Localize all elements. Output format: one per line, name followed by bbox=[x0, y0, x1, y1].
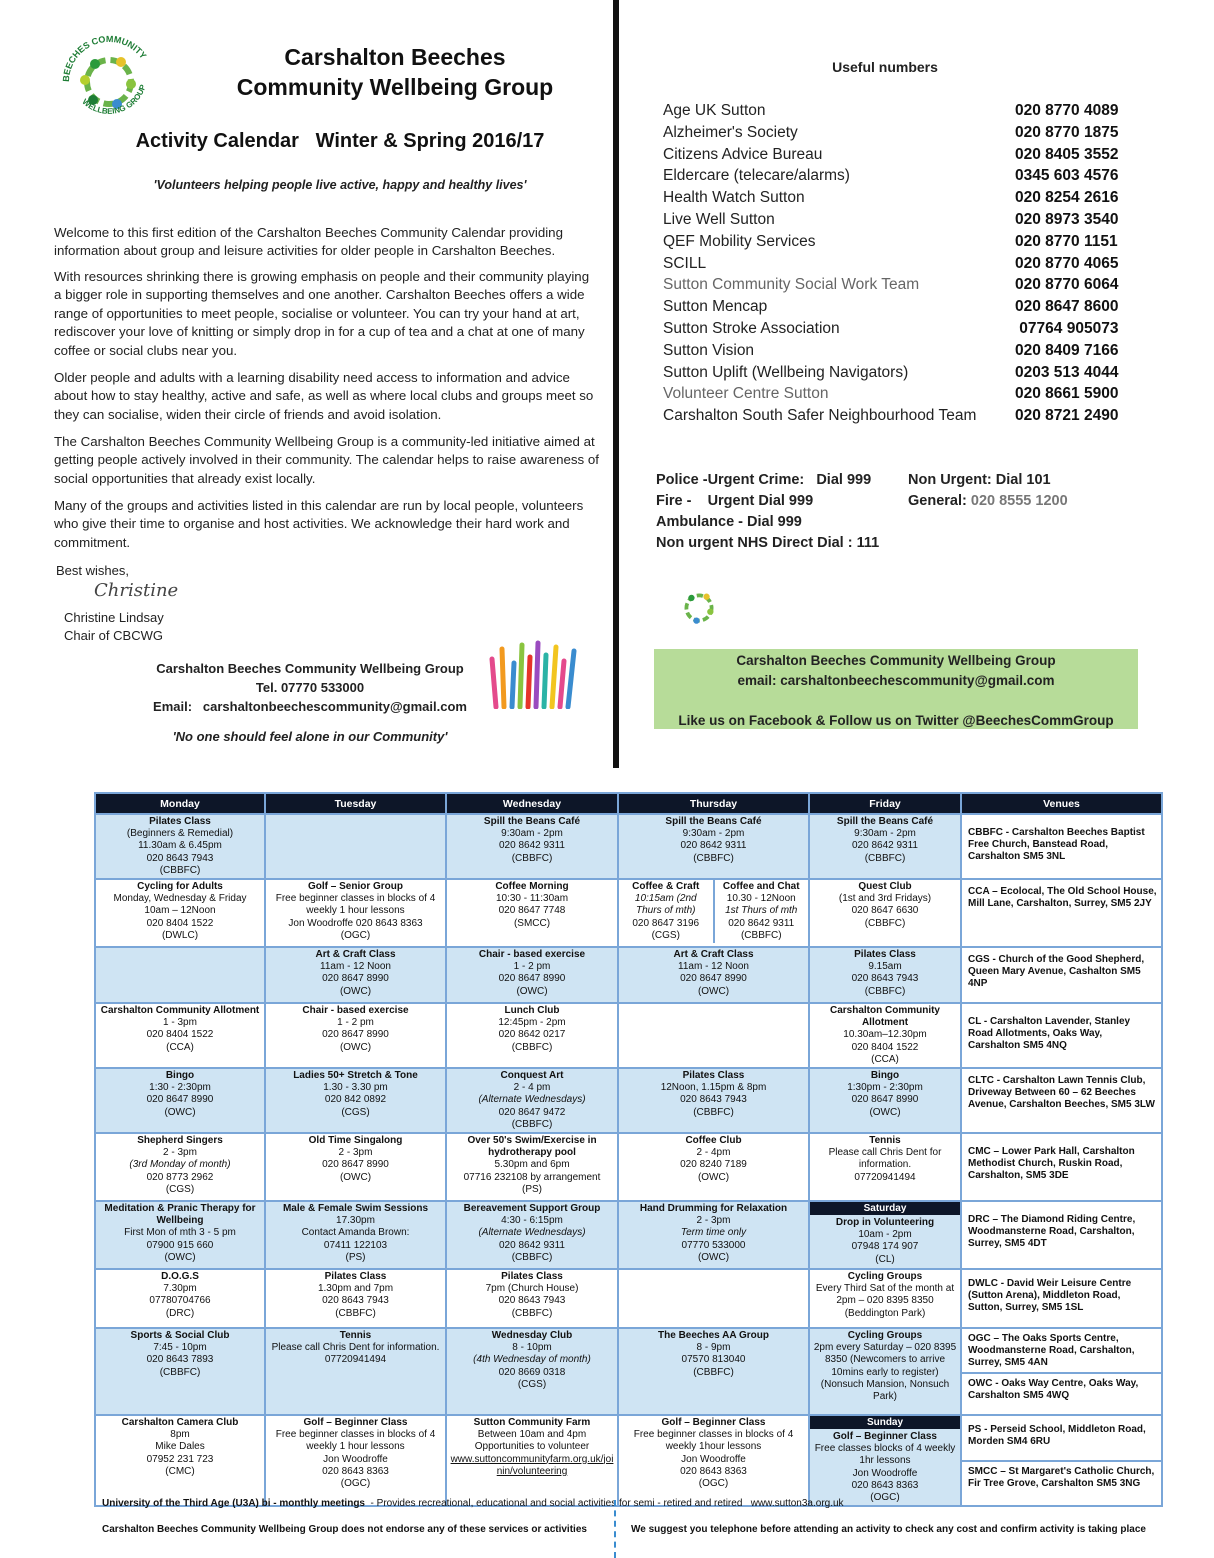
col-header-friday: Friday bbox=[809, 793, 961, 814]
activity-cell: Cycling Groups 2pm every Saturday – 020 8395 8350 (Newcomers to arrive 10mins early to register) (Nonsuch Mansion, Nonsuch Park) bbox=[809, 1328, 961, 1415]
activity-cell: Golf – Senior Group Free beginner classes in blocks of 4 weekly 1 hour lessons Jon Woodroffe 020 8643 8363 (OGC) bbox=[265, 879, 446, 947]
number-row: Health Watch Sutton 020 8254 2616 bbox=[663, 189, 1119, 207]
activity-calendar-table bbox=[94, 792, 1163, 1507]
volunteering-link[interactable]: www.suttoncommunityfarm.org.uk/joinin/volunteering bbox=[450, 1453, 614, 1477]
telephone-advice: We suggest you telephone before attending an activity to check any cost and confirm activity is taking place bbox=[631, 1524, 1146, 1535]
activity-cell: Male & Female Swim Sessions 17.30pm Contact Amanda Brown: 07411 122103 (PS) bbox=[265, 1201, 446, 1269]
contact-banner: Carshalton Beeches Community Wellbeing Group email: carshaltonbeechescommunity@gmail.com Like us on Facebook & Follow us on Twitter @BeechesCommGroup bbox=[654, 649, 1138, 729]
greeting: Best wishes, bbox=[56, 563, 129, 578]
venue-cell: CBBFC - Carshalton Beeches Baptist Free Church, Banstead Road, Carshalton SM5 3NL bbox=[961, 814, 1162, 879]
activity-cell: Chair - based exercise 1 - 2 pm 020 8647 8990 (OWC) bbox=[446, 947, 618, 1003]
activity-cell: Ladies 50+ Stretch & Tone 1.30 - 3.30 pm 020 842 0892 (CGS) bbox=[265, 1068, 446, 1133]
table-row bbox=[95, 1201, 1162, 1269]
number-row: Age UK Sutton 020 8770 4089 bbox=[663, 102, 1119, 119]
svg-text:BEECHES COMMUNITY: BEECHES COMMUNITY bbox=[60, 33, 149, 83]
useful-numbers-list bbox=[663, 100, 1133, 427]
activity-cell: Pilates Class 12Noon, 1.15pm & 8pm 020 8643 7943 (CBBFC) bbox=[618, 1068, 809, 1133]
activity-cell-split: Coffee & Craft 10:15am (2nd Thurs of mth) 020 8647 3196 (CGS) Coffee and Chat 10.30 - 12Noon 1st Thurs of mth 020 8642 9311 (CBBFC) bbox=[618, 879, 809, 947]
signatory: Christine Lindsay Chair of CBCWG bbox=[64, 610, 164, 643]
activity-cell: Bingo 1:30 - 2:30pm 020 8647 8990 (OWC) bbox=[95, 1068, 265, 1133]
activity-cell: Coffee Club 2 - 4pm 020 8240 7189 (OWC) bbox=[618, 1133, 809, 1201]
number-row: Alzheimer's Society 020 8770 1875 bbox=[663, 123, 1119, 141]
intro-paragraph-3: Older people and adults with a learning disability need access to information and advice about how to stay healthy, active and safe, as well as where local clubs and groups meet so they can socialise, widen their circle of friends and avoid isolation. bbox=[54, 370, 594, 422]
number-row: Eldercare (telecare/alarms) 0345 603 4576 bbox=[663, 167, 1119, 185]
number-row: Sutton Uplift (Wellbeing Navigators) 0203 513 4044 bbox=[663, 363, 1119, 381]
table-row bbox=[95, 947, 1162, 1003]
activity-cell: Spill the Beans Café 9:30am - 2pm 020 8642 9311 (CBBFC) bbox=[809, 814, 961, 879]
activity-cell: Cycling for Adults Monday, Wednesday & Friday 10am – 12Noon 020 8404 1522 (DWLC) bbox=[95, 879, 265, 947]
activity-cell: Hand Drumming for Relaxation 2 - 3pm Term time only 07770 533000 (OWC) bbox=[618, 1201, 809, 1269]
wellbeing-logo-small-icon bbox=[665, 574, 733, 642]
activity-cell: Golf – Beginner Class Free beginner classes in blocks of 4 weekly 1hour lessons Jon Woodroffe 020 8643 8363 (OGC) bbox=[618, 1415, 809, 1506]
number-row: QEF Mobility Services 020 8770 1151 bbox=[663, 232, 1118, 250]
intro-paragraph-1: Welcome to this first edition of the Carshalton Beeches Community Calendar providing information about group and leisure activities for older people in Carshalton Beeches. bbox=[54, 225, 563, 259]
number-row: Carshalton South Safer Neighbourhood Team 020 8721 2490 bbox=[663, 407, 1119, 425]
venue-cell: DRC – The Diamond Riding Centre, Woodmansterne Road, Carshalton, Surrey, SM5 4DT bbox=[961, 1201, 1162, 1269]
table-row bbox=[95, 879, 1162, 947]
activity-cell: Pilates Class 7pm (Church House) 020 8643 7943 (CBBFC) bbox=[446, 1269, 618, 1328]
venue-cell: CCA – Ecolocal, The Old School House, Mill Lane, Carshalton, Surrey, SM5 2JY bbox=[961, 879, 1162, 947]
table-row bbox=[95, 1269, 1162, 1328]
number-row: Sutton Stroke Association 07764 905073 bbox=[663, 319, 1119, 337]
venue-cell: CL - Carshalton Lavender, Stanley Road Allotments, Oaks Way, Carshalton SM5 4NQ bbox=[961, 1003, 1162, 1068]
u3a-note: University of the Third Age (U3A) bi - monthly meetings - Provides recreational, educational and social activities for semi - retired and retired www.sutton3a.org.uk bbox=[102, 1498, 844, 1509]
activity-cell: The Beeches AA Group 8 - 9pm 07570 813040 (CBBFC) bbox=[618, 1328, 809, 1415]
activity-cell: Lunch Club 12:45pm - 2pm 020 8642 0217 (CBBFC) bbox=[446, 1003, 618, 1068]
col-header-monday: Monday bbox=[95, 793, 265, 814]
activity-cell: Pilates Class (Beginners & Remedial) 11.30am & 6.45pm 020 8643 7943 (CBBFC) bbox=[95, 814, 265, 879]
activity-cell: Carshalton Community Allotment 10.30am–12.30pm 020 8404 1522 (CCA) bbox=[809, 1003, 961, 1068]
col-header-wednesday: Wednesday bbox=[446, 793, 618, 814]
activity-cell: Conquest Art 2 - 4 pm (Alternate Wednesdays) 020 8647 9472 (CBBFC) bbox=[446, 1068, 618, 1133]
activity-cell: Over 50's Swim/Exercise in hydrotherapy pool 5.30pm and 6pm 07716 232108 by arrangement (PS) bbox=[446, 1133, 618, 1201]
emergency-numbers: Police -Urgent Crime: Dial 999 Non Urgent: Dial 101 Fire - Urgent Dial 999 General: 020 8555 1200 Ambulance - Dial 999 Non urgent NHS Direct Dial : 111 bbox=[656, 472, 1068, 551]
activity-cell: Coffee Morning 10:30 - 11:30am 020 8647 7748 (SMCC) bbox=[446, 879, 618, 947]
activity-cell: Chair - based exercise 1 - 2 pm 020 8647 8990 (OWC) bbox=[265, 1003, 446, 1068]
venue-cell: CGS - Church of the Good Shepherd, Queen Mary Avenue, Cashalton SM5 4NP bbox=[961, 947, 1162, 1003]
activity-cell: Shepherd Singers 2 - 3pm (3rd Monday of month) 020 8773 2962 (CGS) bbox=[95, 1133, 265, 1201]
activity-cell: Spill the Beans Café 9:30am - 2pm 020 8642 9311 (CBBFC) bbox=[618, 814, 809, 879]
table-row bbox=[95, 1328, 1162, 1415]
page-divider bbox=[613, 0, 619, 768]
empty-cell bbox=[618, 1269, 809, 1328]
activity-cell: Sports & Social Club 7:45 - 10pm 020 8643 7893 (CBBFC) bbox=[95, 1328, 265, 1415]
activity-cell: Spill the Beans Café 9:30am - 2pm 020 8642 9311 (CBBFC) bbox=[446, 814, 618, 879]
activity-cell: Pilates Class 9.15am 020 8643 7943 (CBBFC) bbox=[809, 947, 961, 1003]
signature: Christine bbox=[94, 580, 179, 601]
empty-cell bbox=[618, 1003, 809, 1068]
table-row bbox=[95, 1133, 1162, 1201]
venue-cell: OGC – The Oaks Sports Centre, Woodmansterne Road, Carshalton, Surrey, SM5 4AN OWC - Oaks Way Centre, Oaks Way, Carshalton SM5 4WQ bbox=[961, 1328, 1162, 1415]
activity-cell: Bereavement Support Group 4:30 - 6:15pm (Alternate Wednesdays) 020 8642 9311 (CBBFC) bbox=[446, 1201, 618, 1269]
activity-cell: Carshalton Camera Club 8pm Mike Dales 07952 231 723 (CMC) bbox=[95, 1415, 265, 1506]
table-row bbox=[95, 1415, 1162, 1506]
number-row: Sutton Community Social Work Team 020 8770 6064 bbox=[663, 276, 1119, 294]
activity-cell: Cycling Groups Every Third Sat of the month at 2pm – 020 8395 8350 (Beddington Park) bbox=[809, 1269, 961, 1328]
activity-cell: Carshalton Community Allotment 1 - 3pm 020 8404 1522 (CCA) bbox=[95, 1003, 265, 1068]
disclaimer: Carshalton Beeches Community Wellbeing Group does not endorse any of these services or activities bbox=[102, 1524, 587, 1535]
raised-hands-icon bbox=[486, 637, 578, 709]
activity-cell: Tennis Please call Chris Dent for information. 07720941494 bbox=[265, 1328, 446, 1415]
col-header-tuesday: Tuesday bbox=[265, 793, 446, 814]
activity-cell: Sutton Community Farm Between 10am and 4pm Opportunities to volunteer www.suttoncommunityfarm.org.uk/joinin/volunteering bbox=[446, 1415, 618, 1506]
closing-motto: 'No one should feel alone in our Community' bbox=[172, 729, 448, 744]
contact-block: Carshalton Beeches Community Wellbeing Group Tel. 07770 533000 Email: carshaltonbeechescommunity@gmail.com bbox=[153, 661, 467, 714]
number-row: Sutton Mencap 020 8647 8600 bbox=[663, 298, 1119, 316]
activity-cell: Art & Craft Class 11am - 12 Noon 020 8647 8990 (OWC) bbox=[265, 947, 446, 1003]
svg-text:WELLBEING GROUP: WELLBEING GROUP bbox=[80, 83, 148, 116]
motto: 'Volunteers helping people live active, happy and healthy lives' bbox=[153, 178, 527, 192]
table-row bbox=[95, 1068, 1162, 1133]
number-row: Citizens Advice Bureau 020 8405 3552 bbox=[663, 145, 1119, 163]
wellbeing-logo-icon bbox=[55, 28, 163, 136]
empty-cell bbox=[95, 947, 265, 1003]
intro-paragraph-2: With resources shrinking there is growing emphasis on people and their community playing a bigger role in supporting themselves and one another. Carshalton Beeches offers a wide range of opportunities to meet people, socialise or volunteer. You can try your hand at art, rediscover your love of knitting or simply drop in for a cup of tea and a chat at one of many coffee or social clubs near you. bbox=[54, 269, 590, 358]
activity-cell-sunday: Sunday Golf – Beginner Class Free classes blocks of 4 weekly 1hr lessons Jon Woodroffe 020 8643 8363 (OGC) bbox=[809, 1415, 961, 1506]
table-row bbox=[95, 1003, 1162, 1068]
activity-cell: Bingo 1:30pm - 2:30pm 020 8647 8990 (OWC) bbox=[809, 1068, 961, 1133]
saturday-header: Saturday bbox=[810, 1202, 960, 1215]
number-row: Volunteer Centre Sutton 020 8661 5900 bbox=[663, 385, 1119, 403]
fold-line bbox=[614, 1500, 616, 1558]
calendar-title: Activity Calendar Winter & Spring 2016/17 bbox=[135, 130, 545, 152]
empty-cell bbox=[265, 814, 446, 879]
activity-cell: Quest Club (1st and 3rd Fridays) 020 8647 6630 (CBBFC) bbox=[809, 879, 961, 947]
activity-cell: Wednesday Club 8 - 10pm (4th Wednesday of month) 020 8669 0318 (CGS) bbox=[446, 1328, 618, 1415]
number-row: SCILL 020 8770 4065 bbox=[663, 254, 1119, 272]
activity-cell: Golf – Beginner Class Free beginner classes in blocks of 4 weekly 1 hour lessons Jon Woodroffe 020 8643 8363 (OGC) bbox=[265, 1415, 446, 1506]
col-header-venues: Venues bbox=[961, 793, 1162, 814]
col-header-thursday: Thursday bbox=[618, 793, 809, 814]
venue-cell: DWLC - David Weir Leisure Centre (Sutton Arena), Middleton Road, Sutton, Surrey, SM5 1SL bbox=[961, 1269, 1162, 1328]
org-title: Carshalton Beeches Community Wellbeing Group bbox=[236, 44, 554, 100]
venue-cell: CLTC - Carshalton Lawn Tennis Club, Driveway Between 60 – 62 Beeches Avenue, Carshalton Beeches, SM5 3LW bbox=[961, 1068, 1162, 1133]
table-row bbox=[95, 814, 1162, 879]
activity-cell: D.O.G.S 7.30pm 07780704766 (DRC) bbox=[95, 1269, 265, 1328]
useful-numbers-title: Useful numbers bbox=[832, 59, 938, 75]
sunday-header: Sunday bbox=[810, 1416, 960, 1429]
intro-paragraph-5: Many of the groups and activities listed in this calendar are run by local people, volunteers who give their time to organise and host activities. We acknowledge their hard work and commitment. bbox=[54, 498, 584, 550]
activity-cell: Tennis Please call Chris Dent for information. 07720941494 bbox=[809, 1133, 961, 1201]
number-row: Sutton Vision 020 8409 7166 bbox=[663, 341, 1119, 359]
intro-paragraph-4: The Carshalton Beeches Community Wellbeing Group is a community-led initiative aimed at getting people actively involved in their community. The calendar helps to raise awareness of social opportunities that already exist locally. bbox=[54, 434, 599, 486]
activity-cell-saturday: Saturday Drop in Volunteering 10am - 2pm 07948 174 907 (CL) bbox=[809, 1201, 961, 1269]
activity-cell: Art & Craft Class 11am - 12 Noon 020 8647 8990 (OWC) bbox=[618, 947, 809, 1003]
activity-cell: Meditation & Pranic Therapy for Wellbeing First Mon of mth 3 - 5 pm 07900 915 660 (OWC) bbox=[95, 1201, 265, 1269]
activity-cell: Pilates Class 1.30pm and 7pm 020 8643 7943 (CBBFC) bbox=[265, 1269, 446, 1328]
number-row: Live Well Sutton 020 8973 3540 bbox=[663, 210, 1119, 228]
venue-cell: PS - Perseid School, Middleton Road, Morden SM4 6RU SMCC – St Margaret's Catholic Church, Fir Tree Grove, Carshalton SM5 3NG bbox=[961, 1415, 1162, 1506]
venue-cell: CMC – Lower Park Hall, Carshalton Methodist Church, Ruskin Road, Carshalton, SM5 3DE bbox=[961, 1133, 1162, 1201]
activity-cell: Old Time Singalong 2 - 3pm 020 8647 8990 (OWC) bbox=[265, 1133, 446, 1201]
